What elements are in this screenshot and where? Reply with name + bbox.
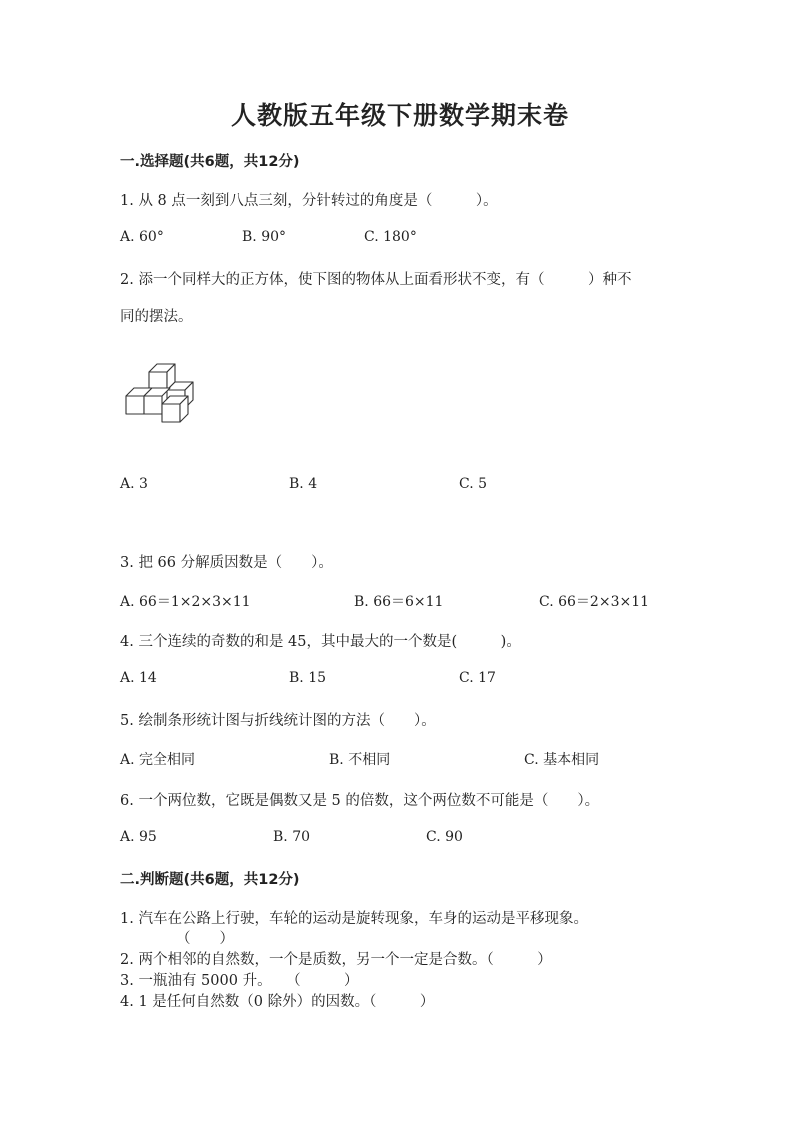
q4-option-b: B. 15	[289, 670, 327, 686]
q6-option-c: C. 90	[426, 829, 463, 845]
question-5: 5. 绘制条形统计图与折线统计图的方法（ ）。	[120, 713, 436, 729]
q5-option-b: B. 不相同	[329, 752, 391, 768]
section-heading-judgment: 二.判断题(共6题，共12分)	[120, 872, 300, 888]
q2-option-a: A. 3	[120, 476, 148, 492]
tf-question-4: 4. 1 是任何自然数（0 除外）的因数。（ ）	[120, 994, 435, 1010]
section-heading-choice: 一.选择题(共6题，共12分)	[120, 154, 300, 170]
q1-option-b: B. 90°	[242, 229, 287, 245]
tf-question-2: 2. 两个相邻的自然数，一个是质数，另一个一定是合数。（ ）	[120, 952, 552, 968]
q5-option-c: C. 基本相同	[524, 752, 600, 768]
q1-option-a: A. 60°	[120, 229, 164, 245]
question-1: 1. 从 8 点一刻到八点三刻，分针转过的角度是（ ）。	[120, 193, 498, 209]
q3-option-b: B. 66＝6×11	[354, 594, 444, 610]
q2-option-c: C. 5	[459, 476, 488, 492]
q3-option-c: C. 66＝2×3×11	[539, 594, 650, 610]
q4-option-a: A. 14	[120, 670, 157, 686]
q1-option-c: C. 180°	[364, 229, 417, 245]
q5-option-a: A. 完全相同	[120, 752, 196, 768]
question-2-line1: 2. 添一个同样大的正方体，使下图的物体从上面看形状不变，有（ ）种不	[120, 272, 632, 288]
q6-option-b: B. 70	[273, 829, 311, 845]
question-6: 6. 一个两位数，它既是偶数又是 5 的倍数，这个两位数不可能是（ ）。	[120, 793, 600, 809]
q4-option-c: C. 17	[459, 670, 496, 686]
question-4: 4. 三个连续的奇数的和是 45，其中最大的一个数是( )。	[120, 634, 521, 650]
q6-option-a: A. 95	[120, 829, 157, 845]
q3-option-a: A. 66＝1×2×3×11	[120, 594, 251, 610]
question-3: 3. 把 66 分解质因数是（ ）。	[120, 555, 333, 571]
tf-question-1: 1. 汽车在公路上行驶，车轮的运动是旋转现象，车身的运动是平移现象。	[120, 911, 588, 927]
q2-option-b: B. 4	[289, 476, 318, 492]
tf-question-3: 3. 一瓶油有 5000 升。 （ ）	[120, 973, 359, 989]
cube-stack-figure	[124, 360, 214, 432]
question-2-line2: 同的摆法。	[120, 309, 193, 325]
page-title: 人教版五年级下册数学期末卷	[230, 101, 569, 130]
tf-question-1-blank: （ ）	[176, 931, 234, 947]
